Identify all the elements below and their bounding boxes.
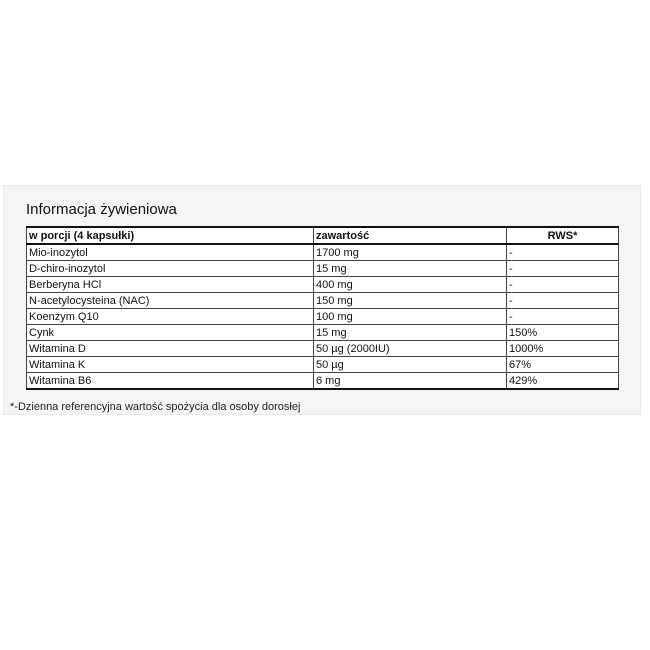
ingredient-rws: - xyxy=(507,244,619,261)
table-row xyxy=(27,341,619,357)
ingredient-name: D-chiro-inozytol xyxy=(27,261,314,277)
ingredient-name: Witamina K xyxy=(27,357,314,373)
table-row xyxy=(27,325,619,341)
ingredient-rws: - xyxy=(507,277,619,293)
ingredient-rws: 1000% xyxy=(507,341,619,357)
ingredient-rws: 150% xyxy=(507,325,619,341)
ingredient-amount: 1700 mg xyxy=(314,244,507,261)
header-content: zawartość xyxy=(314,227,507,244)
nutrition-title: Informacja żywieniowa xyxy=(26,201,177,218)
ingredient-amount: 15 mg xyxy=(314,325,507,341)
ingredient-amount: 100 mg xyxy=(314,309,507,325)
ingredient-name: N-acetylocysteina (NAC) xyxy=(27,293,314,309)
ingredient-rws: - xyxy=(507,293,619,309)
footnote: *-Dzienna referencyjna wartość spożycia dla osoby dorosłej xyxy=(10,401,301,413)
table-row xyxy=(27,309,619,325)
ingredient-name: Witamina D xyxy=(27,341,314,357)
ingredient-name: Berberyna HCl xyxy=(27,277,314,293)
table-row xyxy=(27,373,619,390)
ingredient-amount: 15 mg xyxy=(314,261,507,277)
ingredient-name: Mio-inozytol xyxy=(27,244,314,261)
ingredient-name: Koenzym Q10 xyxy=(27,309,314,325)
ingredient-amount: 50 µg (2000IU) xyxy=(314,341,507,357)
ingredient-rws: - xyxy=(507,261,619,277)
ingredient-name: Witamina B6 xyxy=(27,373,314,390)
ingredient-rws: - xyxy=(507,309,619,325)
table-row xyxy=(27,261,619,277)
header-serving: w porcji (4 kapsułki) xyxy=(27,227,314,244)
ingredient-name: Cynk xyxy=(27,325,314,341)
table-row xyxy=(27,357,619,373)
ingredient-amount: 50 µg xyxy=(314,357,507,373)
table-row xyxy=(27,244,619,261)
ingredient-amount: 6 mg xyxy=(314,373,507,390)
ingredient-rws: 429% xyxy=(507,373,619,390)
ingredient-rws: 67% xyxy=(507,357,619,373)
table-row xyxy=(27,293,619,309)
ingredient-amount: 150 mg xyxy=(314,293,507,309)
table-header-row xyxy=(27,227,619,244)
table-row xyxy=(27,277,619,293)
ingredient-amount: 400 mg xyxy=(314,277,507,293)
header-rws: RWS* xyxy=(507,227,619,244)
nutrition-table xyxy=(26,226,619,390)
